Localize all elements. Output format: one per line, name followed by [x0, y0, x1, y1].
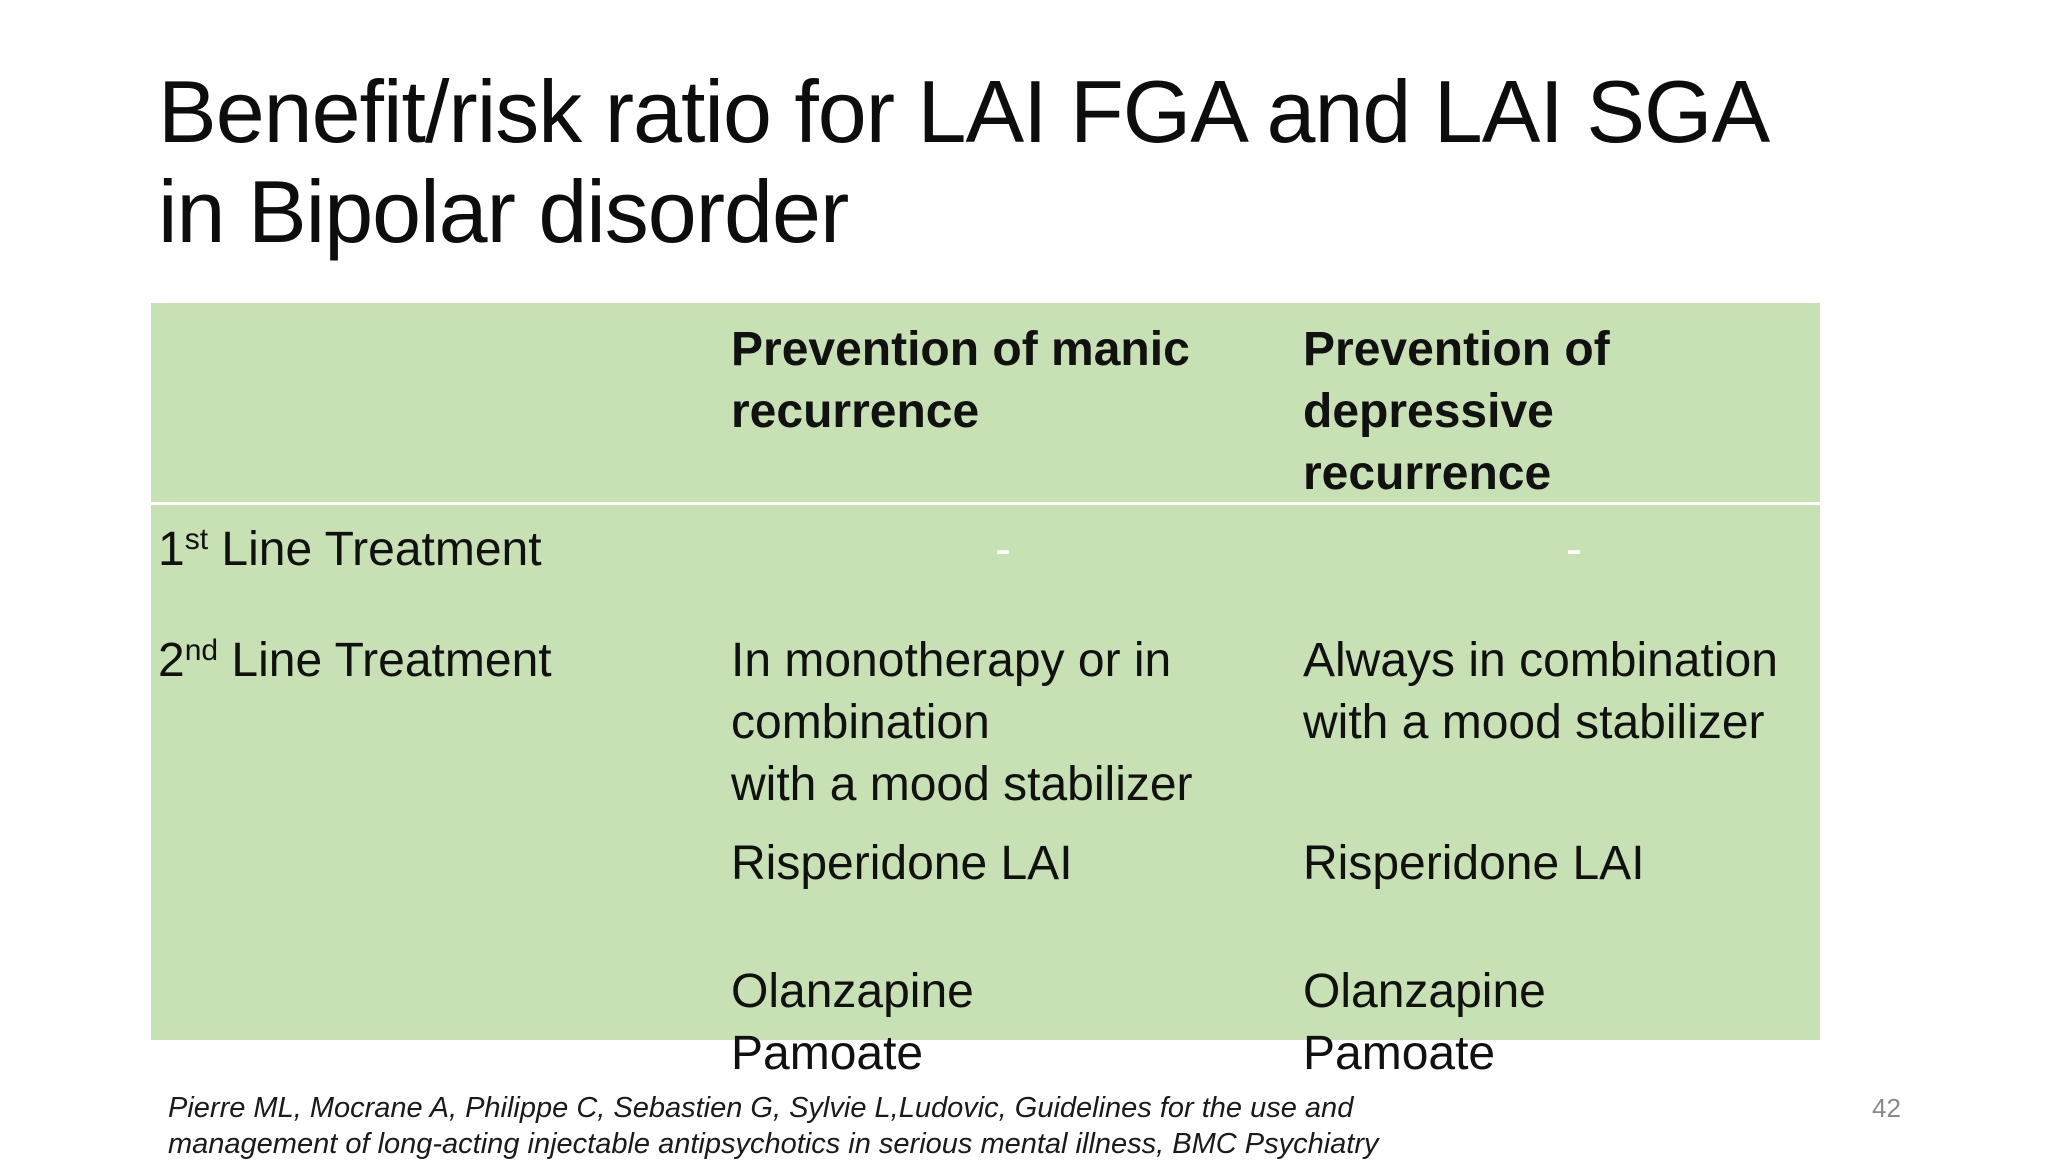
citation: Pierre ML, Mocrane A, Philippe C, Sebastien G, Sylvie L,Ludovic, Guidelines for the use and management of long-acting injectable antipsychotics in serious mental illness, BMC Psychiatry: [168, 1092, 1379, 1160]
second-line-manic-drug-olanzapine: Olanzapine Pamoate: [731, 965, 974, 1080]
second-line-depressive-drug-risperidone: Risperidone LAI: [1303, 837, 1645, 890]
row-label-second-line: [158, 630, 552, 698]
row-label-second-line-text: Line Treatment: [218, 634, 552, 687]
second-line-manic-description: In monotherapy or in combination with a mood stabilizer: [731, 634, 1193, 811]
second-line-depressive-description: Always in combination with a mood stabilizer: [1303, 634, 1778, 749]
slide-title: Benefit/risk ratio for LAI FGA and LAI SGA in Bipolar disorder: [158, 62, 1765, 261]
second-line-depressive-drug-olanzapine: Olanzapine Pamoate: [1303, 965, 1546, 1080]
header-manic-recurrence: Prevention of manic recurrence: [731, 323, 1190, 438]
row-label-first-line: [158, 519, 542, 587]
first-line-manic-value: -: [995, 523, 1011, 576]
row-label-first-line-suffix: st: [184, 523, 209, 556]
second-line-manic-drug-risperidone: Risperidone LAI: [731, 837, 1073, 890]
page-number: 42: [1872, 1093, 1901, 1123]
row-label-first-line-number: 1: [158, 523, 185, 576]
first-line-depressive-value: -: [1566, 523, 1582, 576]
row-label-first-line-text: Line Treatment: [208, 523, 542, 576]
header-depressive-recurrence: Prevention of depressive recurrence: [1303, 323, 1610, 500]
row-label-second-line-suffix: nd: [184, 634, 219, 667]
row-label-second-line-number: 2: [158, 634, 185, 687]
